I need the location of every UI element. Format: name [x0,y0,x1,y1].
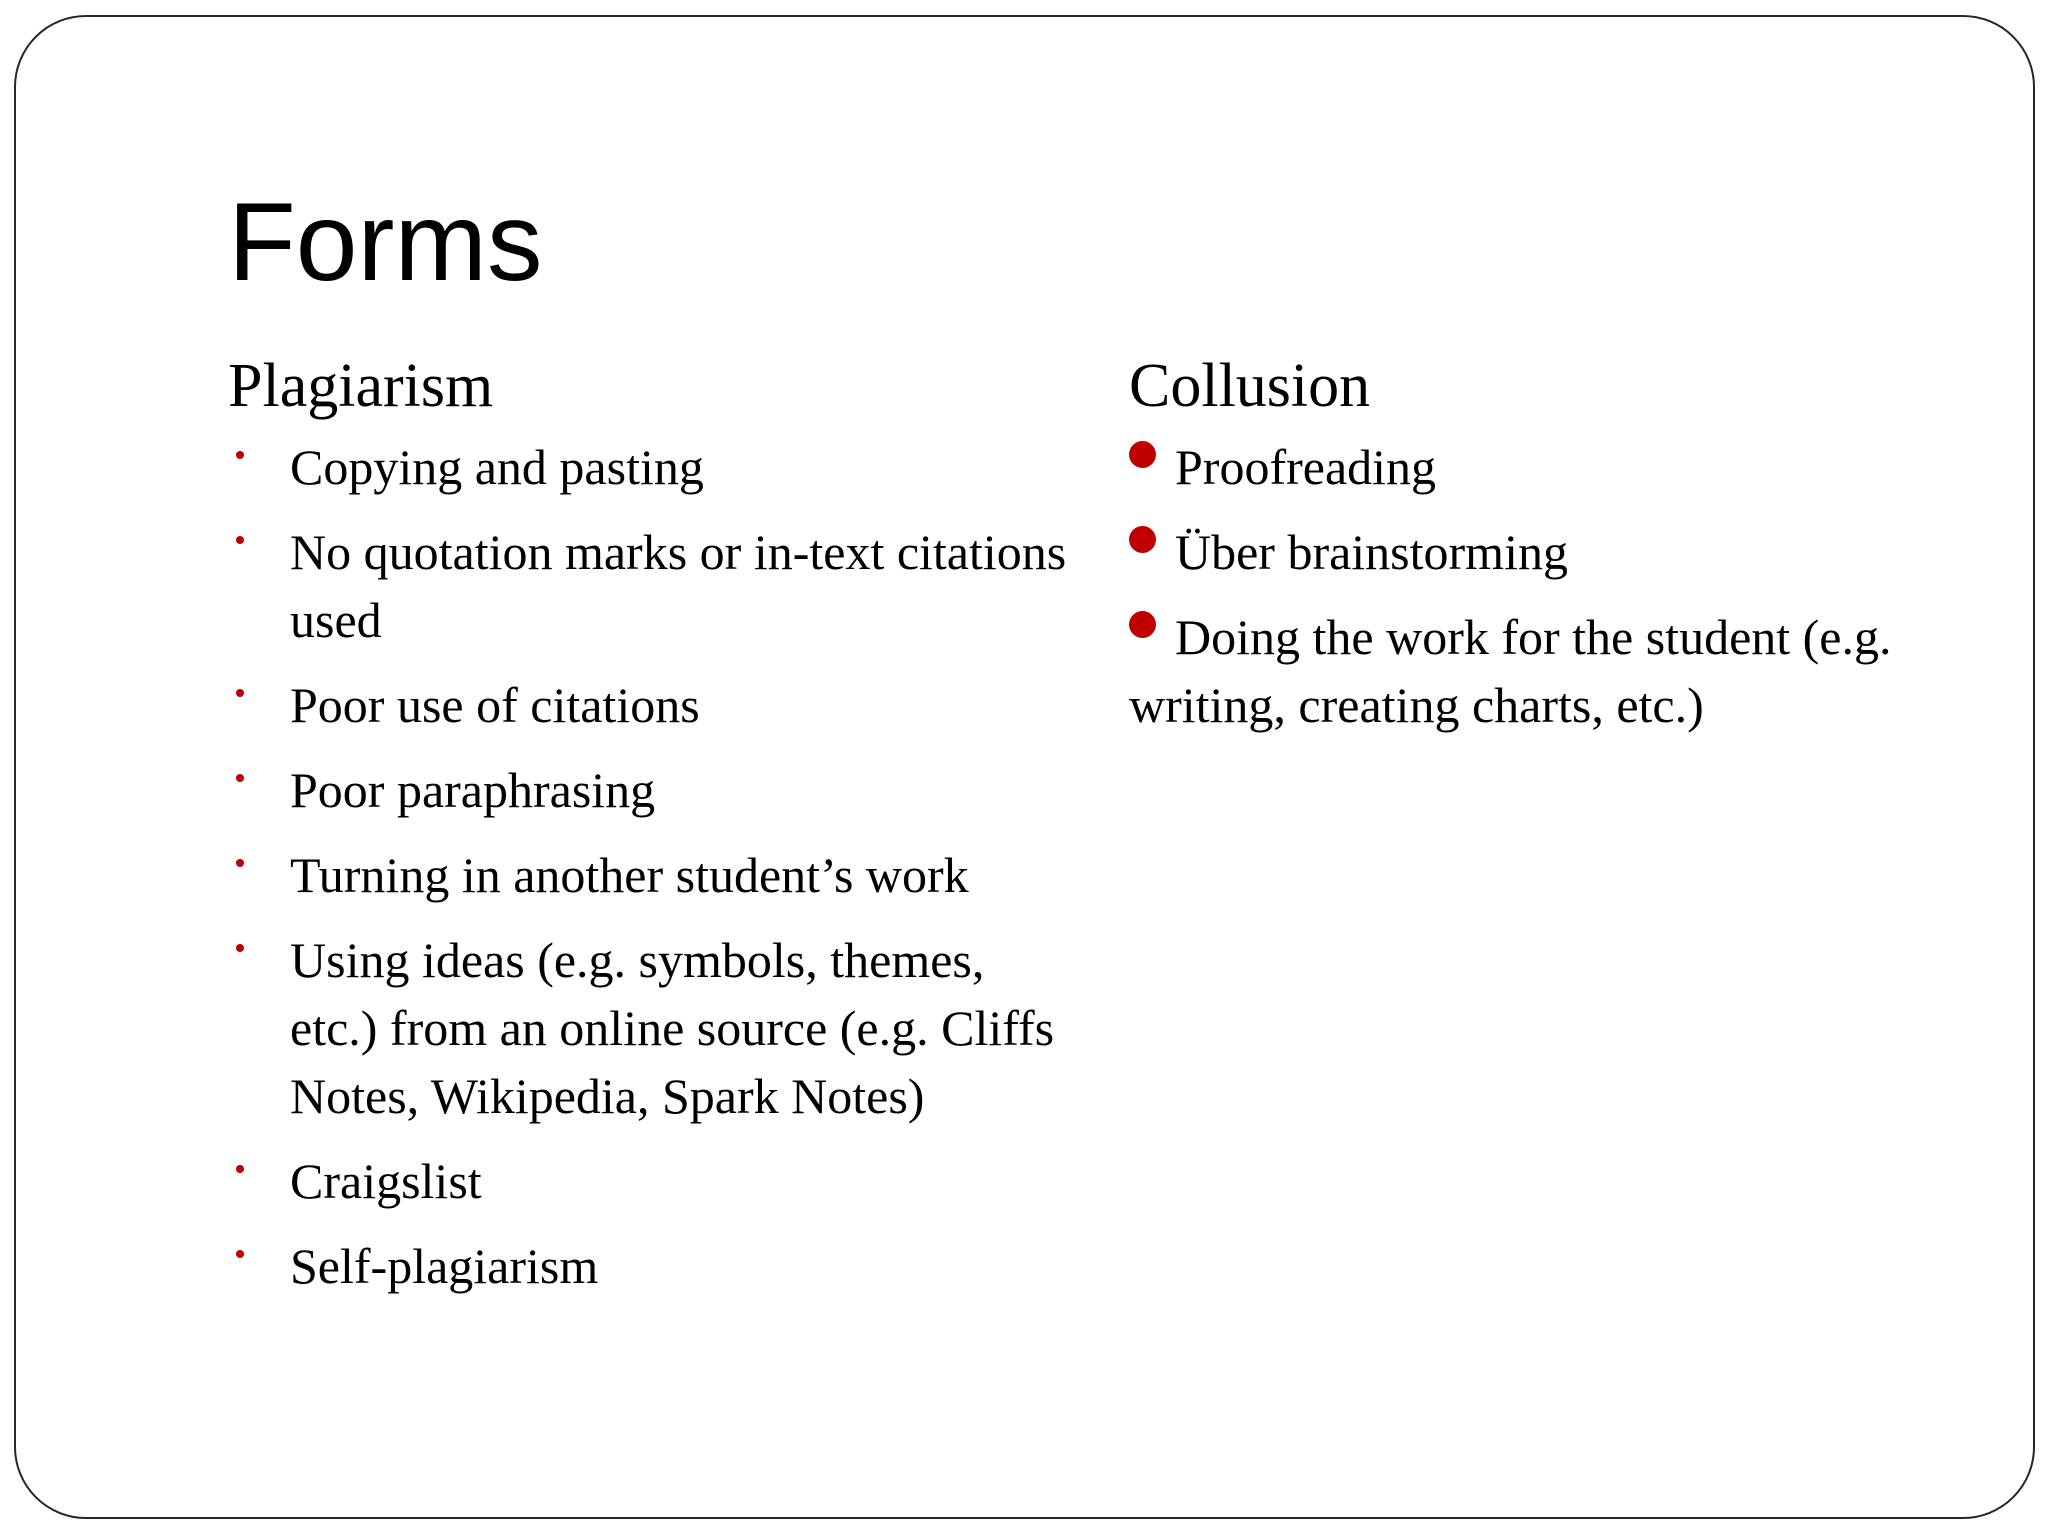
list-item [228,841,1068,909]
list-item [228,671,1068,739]
plagiarism-heading: Plagiarism [228,352,494,420]
bullet-icon [236,859,244,867]
bullet-icon [236,689,244,697]
list-item [228,756,1068,824]
list-item-text: Self-plagiarism [290,1238,599,1294]
list-item-text: Poor paraphrasing [290,762,656,818]
list-item-text: Poor use of citations [290,677,700,733]
bullet-icon [236,536,244,544]
list-item-text: Turning in another student’s work [290,847,969,903]
bullet-icon [236,1250,244,1258]
bullet-icon [1129,526,1156,553]
collusion-item [1129,518,2009,586]
bullet-icon [1129,441,1156,468]
slide-title: Forms [228,180,543,304]
bullet-icon [236,451,244,459]
list-item [228,1232,1068,1300]
collusion-item [1129,433,2009,501]
list-item-text: No quotation marks or in-text citations used [290,524,1067,648]
collusion-column [1129,351,2009,756]
bullet-icon [236,1165,244,1173]
list-item-text: Copying and pasting [290,439,704,495]
collusion-heading: Collusion [1129,352,1371,420]
bullet-icon [236,944,244,952]
list-item [228,518,1068,654]
collusion-item-text: Über brainstorming [1175,524,1568,580]
list-item-text: Craigslist [290,1153,482,1209]
bullet-icon [1129,611,1156,638]
list-item-text: Using ideas (e.g. symbols, themes, etc.) from an online source (e.g. Cliffs Notes, Wikipedia, Spark Notes) [290,932,1055,1124]
list-item [228,926,1068,1130]
collusion-item-text: Doing the work for the student (e.g. writing, creating charts, etc.) [1129,609,1892,733]
collusion-item-text: Proofreading [1175,439,1437,495]
bullet-icon [236,774,244,782]
list-item [228,1147,1068,1215]
slide [14,15,2035,1519]
plagiarism-column [228,351,1068,1317]
collusion-item [1129,603,2009,739]
plagiarism-list [228,433,1068,1300]
list-item [228,433,1068,501]
